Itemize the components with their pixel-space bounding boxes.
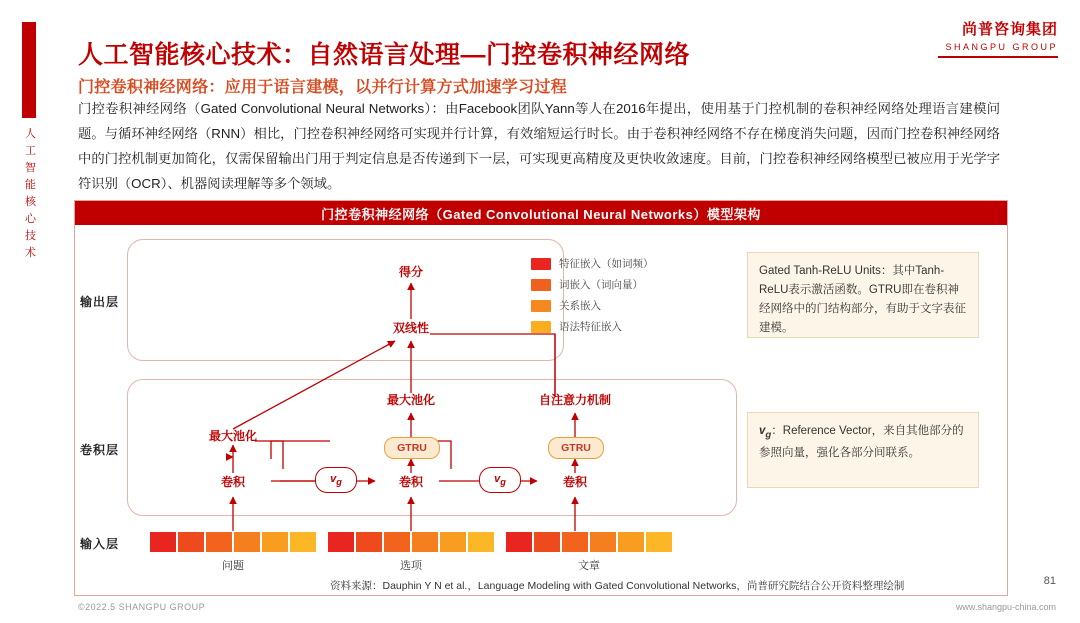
input-block — [561, 531, 589, 553]
page-title: 人工智能核心技术：自然语言处理—门控卷积神经网络 — [78, 41, 691, 69]
input-block — [589, 531, 617, 553]
node-gtru-right: GTRU — [548, 437, 604, 459]
legend-swatch — [531, 300, 551, 312]
input-block — [177, 531, 205, 553]
page-subtitle: 门控卷积神经网络：应用于语言建模，以并行计算方式加速学习过程 — [78, 79, 568, 96]
input-block — [355, 531, 383, 553]
input-block — [383, 531, 411, 553]
note-vg-subscript: g — [765, 429, 772, 441]
vg-label: $v_g$ — [330, 472, 342, 488]
row-label-conv: 卷积层 — [80, 443, 120, 457]
note-text-vg: ：Reference Vector，来自其他部分的参照向量，强化各部分间联系。 — [759, 425, 964, 460]
input-label-option: 选项 — [400, 560, 422, 572]
input-block — [505, 531, 533, 553]
input-block — [645, 531, 673, 553]
input-block — [261, 531, 289, 553]
node-conv-right: 卷积 — [562, 475, 587, 489]
legend-item — [531, 295, 731, 316]
legend-label: 语法特征嵌入 — [559, 321, 622, 333]
accent-bar — [22, 22, 36, 118]
side-char-6: 心 — [25, 213, 37, 225]
input-block — [533, 531, 561, 553]
node-maxpool-mid: 最大池化 — [386, 393, 435, 407]
input-block — [439, 531, 467, 553]
node-bilinear: 双线性 — [392, 321, 429, 335]
input-group-article — [505, 531, 673, 553]
legend-swatch — [531, 321, 551, 333]
diagram-title: 门控卷积神经网络（Gated Convolutional Neural Networks）模型架构 — [75, 201, 1007, 225]
node-vg-right — [479, 467, 521, 493]
footer-website: www.shangpu-china.com — [955, 602, 1056, 612]
source-note: 资料来源：Dauphin Y N et al.，Language Modeling with Gated Convolutional Networks，尚普研究院结合公开资料整理绘制 — [330, 580, 905, 592]
footer-copyright: ©2022.5 SHANGPU GROUP — [78, 602, 206, 612]
input-block — [149, 531, 177, 553]
input-label-article: 文章 — [578, 560, 600, 572]
note-vg-symbol: $v_g$ — [759, 425, 772, 441]
brand-underline — [938, 56, 1058, 58]
brand-logo — [945, 18, 1058, 52]
input-block — [205, 531, 233, 553]
brand-name-cn: 尚普咨询集团 — [961, 21, 1058, 38]
side-char-7: 技 — [25, 230, 37, 242]
input-block — [411, 531, 439, 553]
input-block — [467, 531, 495, 553]
node-vg-left — [315, 467, 357, 493]
input-block — [617, 531, 645, 553]
node-conv-left: 卷积 — [220, 475, 245, 489]
note-card-gtru — [747, 252, 979, 338]
vg-label: $v_g$ — [494, 472, 506, 488]
side-char-2: 工 — [25, 145, 37, 157]
side-char-1: 人 — [25, 128, 37, 140]
legend-item — [531, 253, 731, 274]
node-conv-mid: 卷积 — [398, 475, 423, 489]
node-maxpool-left: 最大池化 — [208, 429, 257, 443]
brand-name-en: SHANGPU GROUP — [945, 42, 1058, 52]
legend-swatch — [531, 258, 551, 270]
row-label-input: 输入层 — [80, 537, 120, 551]
legend-label: 词嵌入（词向量） — [559, 279, 643, 291]
legend-item — [531, 274, 731, 295]
note-text-gtru: Gated Tanh-ReLU Units：其中Tanh-ReLU表示激活函数。GTRU即在卷积神经网络中的门结构部分，有助于文字表征建模。 — [759, 265, 966, 334]
input-block — [327, 531, 355, 553]
legend-swatch — [531, 279, 551, 291]
legend-label: 关系嵌入 — [559, 300, 601, 312]
input-block — [233, 531, 261, 553]
input-group-question — [149, 531, 317, 553]
side-char-5: 核 — [25, 196, 37, 208]
side-vertical-label — [22, 126, 40, 286]
page-number: 81 — [1043, 575, 1056, 587]
legend — [531, 253, 731, 337]
legend-label: 特征嵌入（如词频） — [559, 258, 654, 270]
note-card-vg — [747, 412, 979, 488]
side-char-3: 智 — [25, 162, 37, 174]
input-block — [289, 531, 317, 553]
input-label-question: 问题 — [222, 560, 244, 572]
side-char-8: 术 — [25, 247, 37, 259]
node-score: 得分 — [398, 265, 423, 279]
row-label-output: 输出层 — [80, 295, 120, 309]
node-self-attention: 自注意力机制 — [538, 393, 611, 407]
input-group-option — [327, 531, 495, 553]
legend-item — [531, 316, 731, 337]
node-gtru-mid: GTRU — [384, 437, 440, 459]
side-char-4: 能 — [25, 179, 37, 191]
body-paragraph: 门控卷积神经网络（Gated Convolutional Neural Networks）：由Facebook团队Yann等人在2016年提出，使用基于门控机制的卷积神经网络处理语言建模问题。与循环神经网络（RNN）相比，门控卷积神经网络可实现并行计算，有效缩短运行时长。由于卷积神经网络不存在梯度消失问题，因而门控卷积神经网络中的门控机制更加简化，仅需保留输出门用于判定信息是否传递到下一层，可实现更高精度及更快收敛速度。目前，门控卷积神经网络模型已被应用于光学字符识别（OCR）、机器阅读理解等多个领域。 — [78, 101, 1000, 191]
